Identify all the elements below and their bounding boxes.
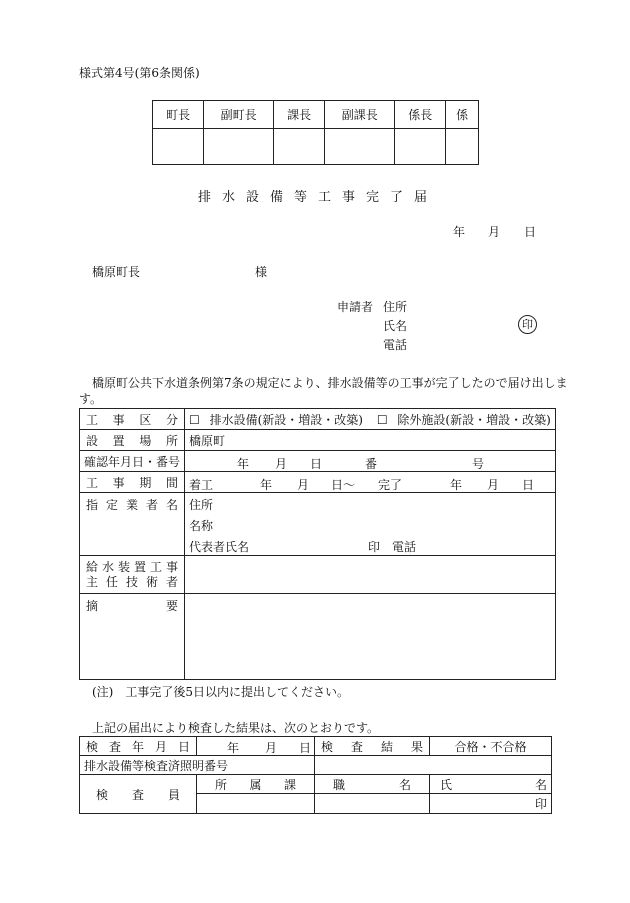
applicant-seal-icon: 印 [518, 315, 537, 334]
approval-header: 副町長 [204, 101, 274, 129]
applicant-name-label: 氏名 [383, 319, 408, 333]
name-label: 氏名 [430, 775, 552, 794]
addressee-honorific: 様 [255, 265, 268, 279]
period-year: 年 [260, 478, 273, 492]
summary-label: 摘要 [80, 594, 185, 680]
intro-text-cont: す。 [79, 392, 103, 406]
confirm-field[interactable] [185, 451, 556, 472]
confirm-day: 日 [310, 457, 323, 471]
confirm-ban: 番 [365, 457, 378, 471]
approval-table [152, 100, 479, 165]
period-field[interactable] [185, 472, 556, 493]
contractor-field[interactable] [185, 493, 556, 556]
approval-stamp-cell[interactable] [446, 129, 479, 165]
addressee-name: 橋原町長 [92, 265, 141, 279]
confirm-month: 月 [275, 457, 288, 471]
inspection-result-label: 検査結果 [315, 737, 430, 756]
contractor-seal: 印 [368, 540, 381, 554]
approval-stamp-cell[interactable] [395, 129, 446, 165]
inspection-table [79, 736, 552, 814]
place-field[interactable]: 橋原町 [185, 430, 556, 451]
approval-header: 課長 [274, 101, 325, 129]
approval-header: 副課長 [325, 101, 395, 129]
period-start-label: 着工 [189, 478, 214, 492]
approval-header: 係 [446, 101, 479, 129]
confirm-label: 確認年月日・番号 [80, 451, 185, 472]
title-char: 工 [318, 190, 332, 205]
applicant-label: 申請者 [337, 300, 374, 314]
title-char: 完 [366, 190, 380, 205]
kind-option-exclusion: 除外施設(新設・増設・改築) [397, 412, 551, 427]
dept-field[interactable] [197, 794, 315, 814]
approval-header: 町長 [153, 101, 204, 129]
dept-label: 所属課 [197, 775, 315, 794]
engineer-label-line2: 主任技術者 [86, 574, 179, 589]
inspection-day: 日 [299, 741, 312, 755]
kind-checkbox-drainage[interactable]: ☐ [189, 412, 200, 427]
title-char: 水 [222, 190, 236, 205]
kind-option-drainage: 排水設備(新設・増設・改築) [209, 412, 363, 427]
cert-number-field[interactable] [315, 756, 552, 775]
approval-stamp-cell[interactable] [325, 129, 395, 165]
period-month: 月 [297, 478, 310, 492]
contractor-phone-label: 電話 [392, 540, 417, 554]
kind-label: 工事区分 [80, 409, 185, 430]
main-table [79, 408, 556, 680]
engineer-field[interactable] [185, 556, 556, 594]
title-char: 設 [246, 190, 260, 205]
period-day2: 日 [522, 478, 535, 492]
post-field[interactable] [315, 794, 430, 814]
title-char: 了 [390, 190, 404, 205]
document-title [198, 186, 438, 205]
kind-cell [185, 409, 556, 430]
applicant-address-label: 住所 [383, 300, 408, 314]
kind-checkbox-exclusion[interactable]: ☐ [376, 412, 388, 427]
inspection-date-field[interactable] [197, 737, 315, 756]
date-month: 月 [488, 225, 501, 239]
cert-number-label: 排水設備等検査済照明番号 [80, 756, 315, 775]
engineer-label-line1: 給水装置工事 [86, 559, 179, 574]
approval-stamp-cell[interactable] [274, 129, 325, 165]
inspection-month: 月 [265, 741, 278, 755]
period-month2: 月 [487, 478, 500, 492]
contractor-name-label: 名称 [189, 519, 214, 533]
title-char: 事 [342, 190, 356, 205]
summary-field[interactable] [185, 594, 556, 680]
confirm-go: 号 [472, 457, 485, 471]
period-label: 工事期間 [80, 472, 185, 493]
note-text: (注) 工事完了後5日以内に提出してください。 [92, 685, 349, 699]
approval-header: 係長 [395, 101, 446, 129]
period-year2: 年 [450, 478, 463, 492]
intro-text: 橋原町公共下水道条例第7条の規定により、排水設備等の工事が完了したので届け出しま [92, 376, 568, 390]
title-char: 等 [294, 190, 308, 205]
inspector-seal[interactable]: 印 [430, 794, 552, 814]
inspection-year: 年 [227, 741, 240, 755]
inspection-date-label: 検査年月日 [80, 737, 197, 756]
title-char: 排 [198, 190, 212, 205]
post-label: 職名 [315, 775, 430, 794]
date-year: 年 [453, 225, 466, 239]
place-label: 設置場所 [80, 430, 185, 451]
period-end-label: 完了 [378, 478, 403, 492]
title-char: 備 [270, 190, 284, 205]
engineer-label [80, 556, 185, 594]
inspection-intro: 上記の届出により検査した結果は、次のとおりです。 [92, 721, 380, 735]
period-day-tilde: 日〜 [331, 478, 356, 492]
date-day: 日 [524, 225, 537, 239]
title-char: 届 [414, 190, 428, 205]
form-number: 様式第4号(第6条関係) [79, 66, 200, 80]
inspection-result-value[interactable]: 合格・不合格 [430, 737, 552, 756]
contractor-label: 指定業者名 [80, 493, 185, 556]
approval-stamp-cell[interactable] [153, 129, 204, 165]
contractor-address-label: 住所 [189, 498, 214, 512]
approval-stamp-cell[interactable] [204, 129, 274, 165]
confirm-year: 年 [237, 457, 250, 471]
inspector-label: 検査員 [80, 775, 197, 814]
applicant-phone-label: 電話 [383, 338, 408, 352]
contractor-rep-label: 代表者氏名 [189, 540, 250, 554]
